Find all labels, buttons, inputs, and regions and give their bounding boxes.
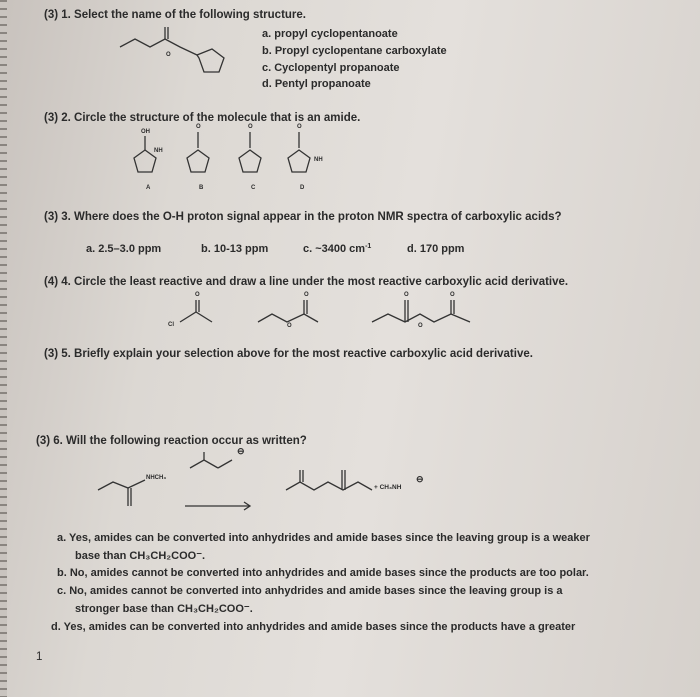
q4-ester-o: O	[287, 323, 292, 329]
q2-a-nh: NH	[154, 148, 163, 154]
q6-option-a-cont: base than CH₃CH₂COO⁻.	[75, 550, 206, 562]
q1-option-b[interactable]: b. Propyl cyclopentane carboxylate	[262, 45, 447, 57]
q3-option-a[interactable]: a. 2.5–3.0 ppm	[86, 243, 162, 255]
q2-c-o: O	[248, 124, 253, 130]
q6-option-a[interactable]: a. Yes, amides can be converted into anhydrides and amide bases since the leaving group is a weaker	[57, 532, 590, 544]
q6-reagent-nhch3: NHCH₃	[146, 475, 167, 481]
q4-anhydride-co2: O	[450, 292, 455, 298]
q4-stem: (4) 4. Circle the least reactive and draw a line under the most reactive carboxylic acid derivative.	[44, 276, 569, 288]
q1-stem: (3) 1. Select the name of the following structure.	[44, 9, 306, 21]
q2-stem: (3) 2. Circle the structure of the molecule that is an amide.	[44, 112, 361, 124]
q6-stem: (3) 6. Will the following reaction occur as written?	[36, 435, 307, 447]
q2-b-o: O	[196, 124, 201, 130]
q4-ester-co: O	[304, 292, 309, 298]
q1-ester-o: O	[166, 52, 171, 58]
q4-anhydride-co1: O	[404, 292, 409, 298]
q1-option-a[interactable]: a. propyl cyclopentanoate	[262, 28, 398, 40]
q2-label-d[interactable]: D	[300, 185, 305, 191]
q3-stem: (3) 3. Where does the O-H proton signal appear in the proton NMR spectra of carboxylic acids?	[44, 211, 562, 223]
q6-option-c-cont: stronger base than CH₃CH₂COO⁻.	[75, 603, 253, 615]
q6-byproduct: + CH₃NH	[374, 484, 402, 491]
q6-option-b[interactable]: b. No, amides cannot be converted into anhydrides and amide bases since the products are too polar.	[57, 567, 589, 579]
q6-byproduct-charge: ⊖	[416, 474, 424, 484]
q2-label-c[interactable]: C	[251, 185, 256, 191]
q4-cl: Cl	[168, 322, 174, 328]
q6-option-c[interactable]: c. No, amides cannot be converted into anhydrides and amide bases since the leaving group is a	[57, 585, 563, 597]
q3-option-c[interactable]: c. ~3400 $cm^{-1}$	[303, 243, 372, 255]
q1-option-c[interactable]: c. Cyclopentyl propanoate	[262, 62, 400, 74]
q4-chloride-o: O	[195, 292, 200, 298]
q2-d-o: O	[297, 124, 302, 130]
q2-d-nh: NH	[314, 157, 323, 163]
q4-anhydride-o: O	[418, 323, 423, 329]
page-number: 1	[36, 651, 43, 663]
q1-option-d[interactable]: d. Pentyl propanoate	[262, 78, 371, 90]
q2-a-oh: OH	[141, 129, 150, 135]
q6-nucleophile-charge: ⊖	[237, 446, 245, 456]
q2-label-b[interactable]: B	[199, 185, 204, 191]
q3-option-d[interactable]: d. 170 ppm	[407, 243, 465, 255]
q3-option-b[interactable]: b. 10-13 ppm	[201, 243, 269, 255]
q2-label-a[interactable]: A	[146, 185, 151, 191]
q6-option-d[interactable]: d. Yes, amides can be converted into anhydrides and amide bases since the products have a greater	[51, 621, 576, 633]
q5-stem: (3) 5. Briefly explain your selection above for the most reactive carboxylic acid derivative.	[44, 348, 533, 360]
